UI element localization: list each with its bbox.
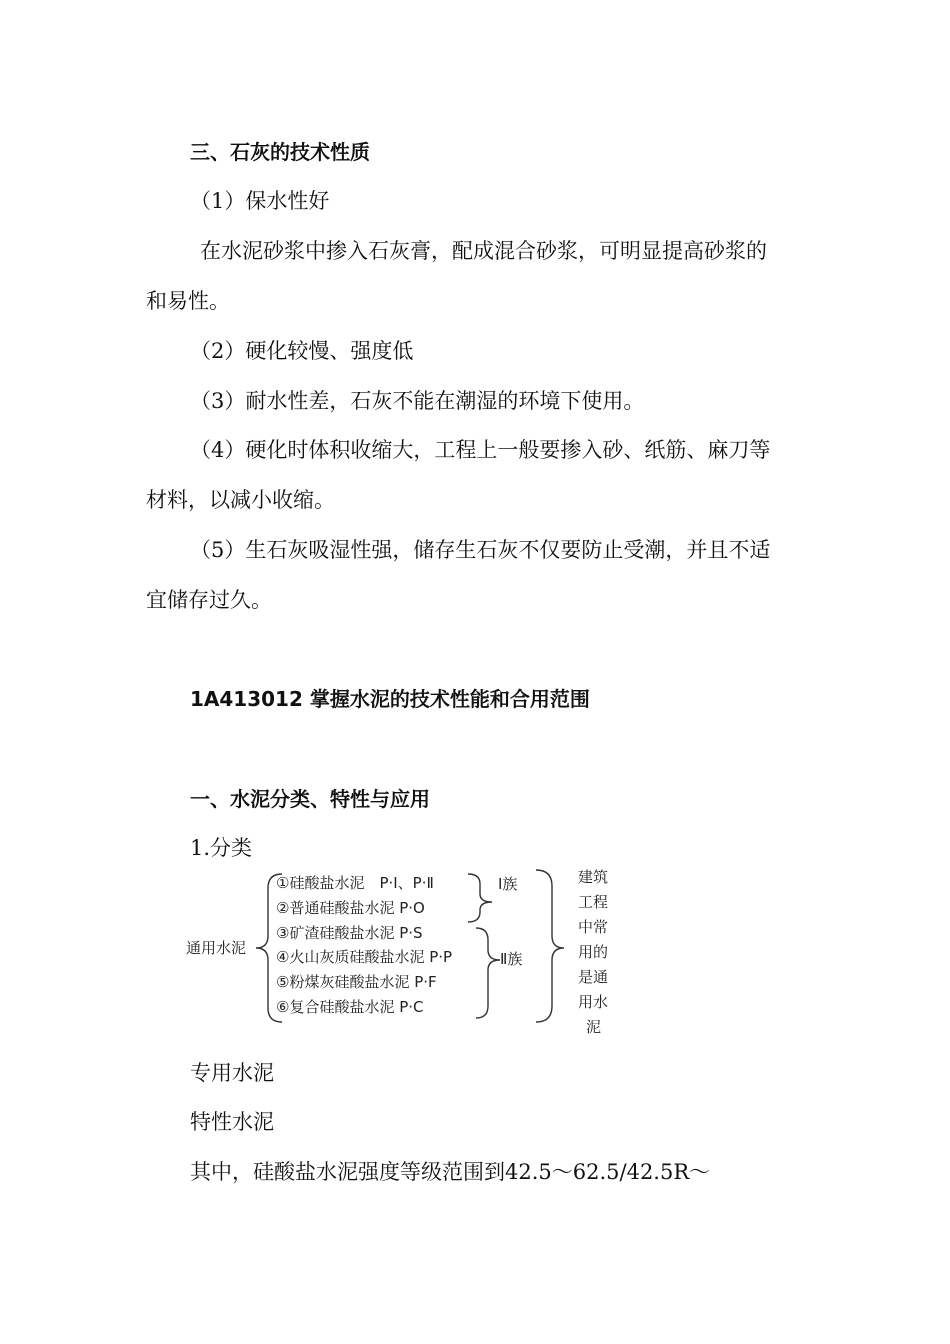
side-note-line: 中常: [578, 918, 609, 936]
topic-heading: 1A413012 掌握水泥的技术性能和合用范围: [190, 687, 590, 711]
paragraph-line: 材料，以减小收缩。: [146, 488, 335, 512]
side-note-line: 工程: [578, 893, 609, 911]
cement-type-5: ⑤粉煤灰硅酸盐水泥 P·F: [276, 973, 437, 991]
group2-brace: [476, 928, 500, 1018]
cement-type-2: ②普通硅酸盐水泥 P·O: [276, 899, 425, 917]
side-note-line: 建筑: [578, 868, 609, 886]
paragraph-line: （4）硬化时体积收缩大，工程上一般要掺入砂、纸筋、麻刀等: [190, 438, 771, 462]
cement-type-1: ①硅酸盐水泥 P·Ⅰ、P·Ⅱ: [276, 874, 434, 892]
cement-type-4: ④火山灰质硅酸盐水泥 P·P: [276, 948, 453, 966]
group2-label: Ⅱ族: [500, 950, 523, 968]
root-label: 通用水泥: [186, 939, 247, 957]
paragraph-line: （5）生石灰吸湿性强，储存生石灰不仅要防止受潮，并且不适: [190, 538, 771, 562]
paragraph-line: 在水泥砂浆中掺入石灰膏，配成混合砂浆，可明显提高砂浆的: [200, 239, 767, 263]
subheading-classification: 1.分类: [190, 836, 253, 860]
paragraph-line: （1）保水性好: [190, 189, 330, 213]
side-note-line: 是通: [578, 968, 609, 986]
cement-classification-diagram: [180, 866, 620, 1041]
paragraph-line: （3）耐水性差，石灰不能在潮湿的环境下使用。: [190, 389, 645, 413]
paragraph-line: 其中，硅酸盐水泥强度等级范围到42.5～62.5/42.5R～: [190, 1160, 711, 1184]
side-note-line: 用的: [578, 943, 609, 961]
outer-brace: [536, 870, 564, 1022]
paragraph-line: 专用水泥: [190, 1061, 274, 1085]
section-heading-cement: 一、水泥分类、特性与应用: [190, 787, 430, 811]
cement-type-3: ③矿渣硅酸盐水泥 P·S: [276, 924, 423, 942]
group1-label: Ⅰ族: [498, 875, 518, 893]
cement-type-6: ⑥复合硅酸盐水泥 P·C: [276, 998, 424, 1016]
paragraph-line: 和易性。: [146, 289, 230, 313]
paragraph-line: （2）硬化较慢、强度低: [190, 339, 414, 363]
section-heading-lime: 三、石灰的技术性质: [190, 140, 370, 164]
paragraph-line: 宜储存过久。: [146, 588, 272, 612]
side-note-line: 泥: [586, 1018, 602, 1036]
paragraph-line: 特性水泥: [190, 1110, 274, 1134]
side-note-line: 用水: [578, 993, 609, 1011]
group1-brace: [468, 874, 492, 922]
